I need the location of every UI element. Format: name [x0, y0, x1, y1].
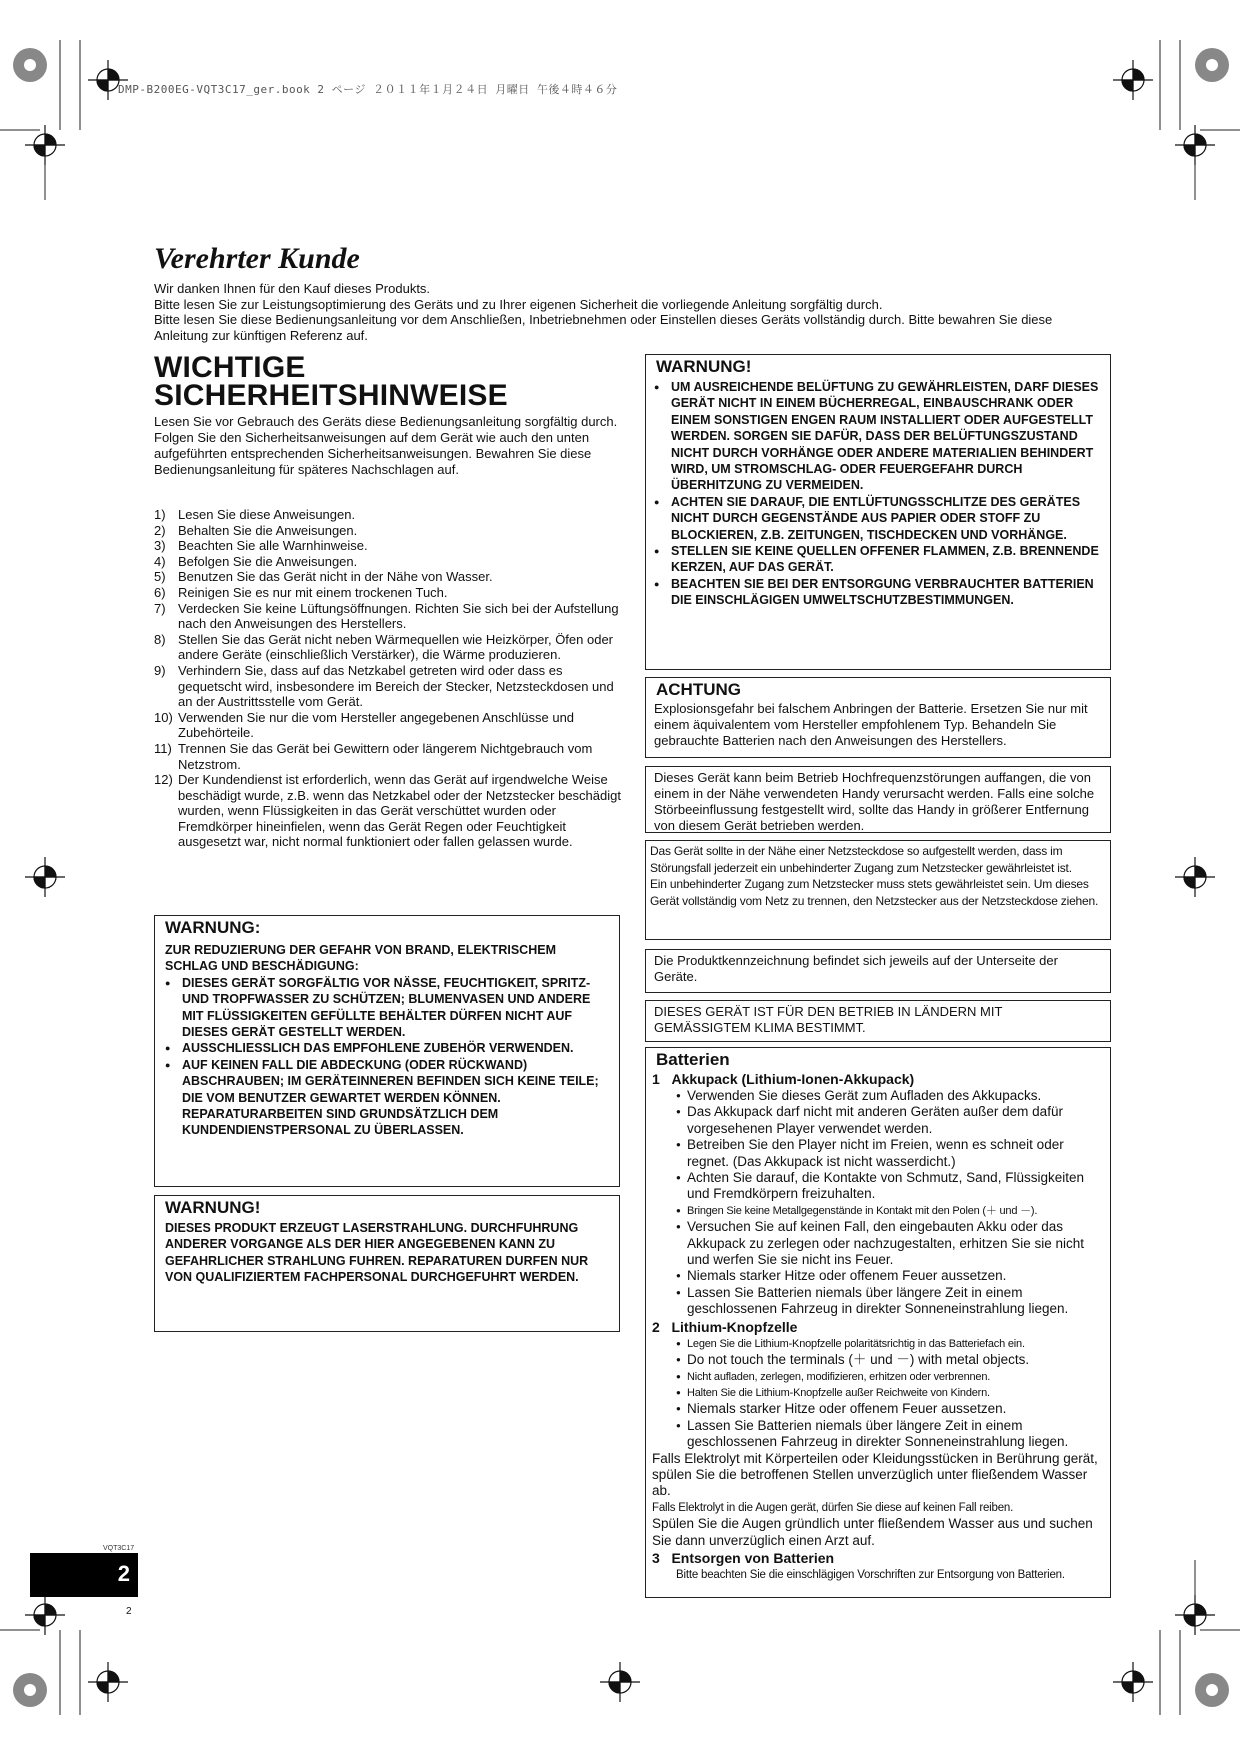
item-text: Verdecken Sie keine Lüftungsöffnungen. Richten Sie sich bei der Aufstellung nach den Anweisungen des Herstellers. — [178, 600, 619, 632]
box-title: ACHTUNG — [656, 680, 741, 699]
item-text: Befolgen Sie die Anweisungen. — [178, 553, 358, 569]
list-item: ● Bringen Sie keine Metallgegenstände in Kontakt mit den Polen (＋ und －). — [676, 1203, 1104, 1219]
list-item: ● Das Akkupack darf nicht mit anderen Geräten außer dem dafür vorgesehenen Player verwendet werden. — [676, 1104, 1104, 1137]
item-text: Lesen Sie diese Anweisungen. — [178, 507, 356, 522]
item-number: 2) — [154, 522, 166, 538]
item-text: Stellen Sie das Gerät nicht neben Wärmequellen wie Heizkörper, Öfen oder andere Geräte (einschließlich Verstärker), die Wärme produzieren. — [178, 631, 614, 663]
list-item: ● Betreiben Sie den Player nicht im Freien, wenn es schneit oder regnet. (Das Akkupack ist nicht wasserdicht.) — [676, 1137, 1104, 1170]
warning-box-fire — [154, 915, 620, 1187]
button-cell-list — [652, 1336, 1104, 1451]
list-item: ● Nicht aufladen, zerlegen, modifizieren, erhitzen oder verbrennen. — [676, 1369, 1104, 1385]
list-item — [154, 710, 624, 741]
note-rf-interference: Dieses Gerät kann beim Betrieb Hochfrequenzstörungen auffangen, die von einem in der Nähe verwendeten Handy verursacht werden. Falls eine solche Störbeeinflussung festgestellt wird, sollte das Handy in größerer Entfernung von diesem Gerät betrieben werden. — [645, 766, 1111, 833]
list-item — [154, 601, 624, 632]
box-title: WARNUNG: — [165, 918, 261, 937]
list-item: ● AUF KEINEN FALL DIE ABDECKUNG (ODER RÜCKWAND) ABSCHRAUBEN; IM GERÄTEINNEREN BEFINDEN SICH KEINE TEILE; DIE VOM BENUTZER GEWARTET WERDEN KÖNNEN. REPARATURARBEITEN SIND GRUNDSÄTZLICH DEM KUNDENDIENSTPERSONAL ZU ÜBERLASSEN. — [165, 1057, 609, 1139]
safety-lead: Lesen Sie vor Gebrauch des Geräts diese Bedienungsanleitung sorgfältig durch. Folgen Sie den Sicherheitsanweisungen auf dem Gerät wie auch den unten aufgeführten entsprechenden Sicherheitsanweisungen. Bewahren Sie diese Bedienungsanleitung für späteres Nachschlagen auf. — [154, 414, 618, 477]
item-text: Benutzen Sie das Gerät nicht in der Nähe von Wasser. — [178, 569, 493, 585]
list-item: ● Lassen Sie Batterien niemals über längere Zeit in einem geschlossenen Fahrzeug in direkter Sonneneinstrahlung liegen. — [676, 1285, 1104, 1318]
item-number: 5) — [154, 569, 166, 585]
list-item: ● Halten Sie die Lithium-Knopfzelle außer Reichweite von Kindern. — [676, 1385, 1104, 1401]
warning-text: DIESES PRODUKT ERZEUGT LASERSTRAHLUNG. DURCHFUHRUNG ANDERER VORGANGE ALS DER HIER ANGEGEBENEN KANN ZU GEFAHRLICHER STRAHLUNG FUHREN. REPARATUREN DURFEN NUR VON QUALIFIZIERTEM FACHPERSONAL DURCHGEFUHRT WERDEN. — [165, 1221, 589, 1285]
list-item: ● Versuchen Sie auf keinen Fall, den eingebauten Akku oder das Akkupack zu zerlegen oder nachzugestalten, erhitzen Sie sie nicht und werfen Sie sie nicht ins Feuer. — [676, 1219, 1104, 1268]
list-item — [154, 741, 624, 772]
warning-text — [155, 938, 619, 1139]
box-title: WARNUNG! — [656, 357, 752, 376]
list-item: ● ACHTEN SIE DARAUF, DIE ENTLÜFTUNGSSCHLITZE DES GERÄTES NICHT DURCH GEGENSTÄNDE AUS PAPIER ODER STOFF ZU BLOCKIEREN, Z.B. ZEITUNGEN, TISCHDECKEN UND VORHÄNGE. — [654, 494, 1100, 543]
list-item: ● DIESES GERÄT SORGFÄLTIG VOR NÄSSE, FEUCHTIGKEIT, SPRITZ- UND TROPFWASSER ZU SCHÜTZEN; BLUMENVASEN UND ANDERE MIT FLÜSSIGKEITEN GEFÜLLTE BEHÄLTER DÜRFEN NICHT AUF DIESES GERÄT GESTELLT WERDEN. — [165, 975, 609, 1041]
battery-section-3 — [652, 1550, 1104, 1566]
item-text: Verwenden Sie nur die vom Hersteller angegebenen Anschlüsse und Zubehörteile. — [178, 709, 575, 741]
section-title: Entsorgen von Batterien — [671, 1549, 835, 1566]
note-paragraph: Ein unbehinderter Zugang zum Netzstecker muss stets gewährleistet sein. Um dieses Gerät vollständig vom Netz zu trennen, den Netzstecker aus der Netzsteckdose ziehen. — [650, 877, 1099, 908]
batteries-box — [645, 1047, 1111, 1598]
item-number: 4) — [154, 553, 166, 569]
list-item — [154, 523, 624, 539]
item-text: Der Kundendienst ist erforderlich, wenn das Gerät auf irgendwelche Weise beschädigt wurde, z.B. wenn das Netzkabel oder der Netzstecker beschädigt wurden, wenn Flüssigkeiten in das Gerät verschüttet wurden oder Fremdkörper hineinfielen, wenn das Gerät Regen oder Feuchtigkeit ausgesetzt war, nicht normal funktioniert oder fallen gelassen wurde. — [178, 772, 621, 850]
section-number: 2 — [652, 1318, 660, 1335]
doc-code: VQT3C17 — [103, 1545, 135, 1552]
item-number: 11) — [154, 740, 172, 756]
item-number: 7) — [154, 600, 166, 616]
disposal-text: Bitte beachten Sie die einschlägigen Vorschriften zur Entsorgung von Batterien. — [676, 1568, 1065, 1581]
intro-text — [154, 281, 1104, 343]
intro-line: Bitte lesen Sie diese Bedienungsanleitung vor dem Anschließen, Inbetriebnehmen oder Einstellen dieses Geräts vollständig durch. Bitte bewahren Sie diese Anleitung zur künftigen Referenz auf. — [154, 312, 1053, 343]
list-item — [154, 569, 624, 585]
page-title: Verehrter Kunde — [154, 242, 360, 275]
item-number: 3) — [154, 538, 166, 554]
item-number: 10) — [154, 709, 173, 725]
item-text: Verhindern Sie, dass auf das Netzkabel getreten wird oder dass es gequetscht wird, insbesondere im Bereich der Stecker, Netzsteckdosen und an der Austrittsstelle vom Gerät. — [178, 662, 614, 710]
page-number-tab: 2 — [30, 1553, 138, 1597]
list-item — [154, 585, 624, 601]
item-text: Beachten Sie alle Warnhinweise. — [178, 538, 368, 554]
list-item: ● Do not touch the terminals (＋ und －) with metal objects. — [676, 1352, 1104, 1368]
list-item — [154, 507, 624, 523]
electrolyte-eyes-rinse: Spülen Sie die Augen gründlich unter fließendem Wasser aus und suchen Sie dann unverzüglich einen Arzt auf. — [652, 1516, 1093, 1548]
item-text: Reinigen Sie es nur mit einem trockenen Tuch. — [178, 584, 448, 600]
section-number: 3 — [652, 1549, 660, 1566]
caution-text: Explosionsgefahr bei falschem Anbringen der Batterie. Ersetzen Sie nur mit einem äquivalentem vom Hersteller empfohlenem Typ. Behandeln Sie gebrauchte Batterien nach den Anweisungen des Herstellers. — [654, 701, 1088, 748]
electrolyte-skin-note: Falls Elektrolyt mit Körperteilen oder Kleidungsstücken in Berührung gerät, spülen Sie die betroffenen Stellen unverzüglich unter fließendem Wasser ab. — [652, 1450, 1098, 1499]
list-item: ● Niemals starker Hitze oder offenem Feuer aussetzen. — [676, 1268, 1104, 1284]
note-mains-socket — [645, 840, 1111, 940]
note-paragraph: Das Gerät sollte in der Nähe einer Netzsteckdose so aufgestellt werden, dass im Störungsfall jederzeit ein unbehinderter Zugang zum Netzstecker gewährleistet ist. — [650, 844, 1072, 875]
section-number: 1 — [652, 1071, 660, 1087]
list-item: ● Verwenden Sie dieses Gerät zum Aufladen des Akkupacks. — [676, 1088, 1104, 1104]
box-title: WARNUNG! — [165, 1198, 261, 1217]
item-number: 8) — [154, 631, 166, 647]
page-number: 2 — [126, 1606, 132, 1617]
list-item — [154, 772, 624, 850]
electrolyte-eyes-note: Falls Elektrolyt in die Augen gerät, dürfen Sie diese auf keinen Fall reiben. — [652, 1501, 1014, 1514]
battery-pack-list — [652, 1088, 1104, 1318]
print-info-line: DMP-B200EG-VQT3C17_ger.book 2 ページ ２０１１年１月２４日 月曜日 午後４時４６分 — [118, 83, 618, 96]
section-title: Lithium-Knopfzelle — [671, 1318, 798, 1335]
item-number: 6) — [154, 584, 166, 600]
safety-heading-line: WICHTIGE — [154, 351, 306, 384]
list-item — [154, 632, 624, 663]
list-item: ● AUSSCHLIESSLICH DAS EMPFOHLENE ZUBEHÖR VERWENDEN. — [165, 1040, 609, 1056]
item-text: Behalten Sie die Anweisungen. — [178, 522, 358, 538]
caution-box — [645, 677, 1111, 758]
battery-section-2 — [652, 1319, 1104, 1335]
list-item — [154, 538, 624, 554]
list-item — [154, 663, 624, 710]
section-title: Akkupack (Lithium-Ionen-Akkupack) — [671, 1071, 915, 1087]
warning-bullets — [165, 975, 609, 1139]
safety-instructions-list — [154, 507, 624, 850]
list-item: ● UM AUSREICHENDE BELÜFTUNG ZU GEWÄHRLEISTEN, DARF DIESES GERÄT NICHT IN EINEM BÜCHERREGAL, EINBAUSCHRANK ODER EINEM SONSTIGEN ENGEN RAUM INSTALLIERT ODER AUFGESTELLT WERDEN. SORGEN SIE DAFÜR, DASS DER BELÜFTUNGSZUSTAND NICHT DURCH VORHÄNGE ODER ANDERE MATERIALIEN BEHINDERT WIRD, UM STROMSCHLAG- ODER FEUERGEFAHR DURCH ÜBERHITZUNG ZU VERMEIDEN. — [654, 379, 1100, 494]
battery-section-1 — [652, 1071, 1104, 1087]
warning-box-ventilation — [645, 354, 1111, 670]
list-item: ● BEACHTEN SIE BEI DER ENTSORGUNG VERBRAUCHTER BATTERIEN DIE EINSCHLÄGIGEN UMWELTSCHUTZBESTIMMUNGEN. — [654, 576, 1100, 609]
warning-box-laser — [154, 1195, 620, 1332]
item-number: 12) — [154, 772, 173, 788]
note-climate: DIESES GERÄT IST FÜR DEN BETRIEB IN LÄNDERN MIT GEMÄSSIGTEM KLIMA BESTIMMT. — [645, 1000, 1111, 1042]
list-item: ● Achten Sie darauf, die Kontakte von Schmutz, Sand, Flüssigkeiten und Fremdkörpern freizuhalten. — [676, 1170, 1104, 1203]
item-number: 1) — [154, 507, 166, 522]
safety-heading-line: SICHERHEITSHINWEISE — [154, 379, 508, 412]
safety-heading — [154, 351, 624, 412]
list-item: ● Niemals starker Hitze oder offenem Feuer aussetzen. — [676, 1401, 1104, 1417]
intro-line: Wir danken Ihnen für den Kauf dieses Produkts. — [154, 281, 431, 296]
list-item: ● Lassen Sie Batterien niemals über längere Zeit in einem geschlossenen Fahrzeug in direkter Sonneneinstrahlung liegen. — [676, 1418, 1104, 1451]
warning-intro: ZUR REDUZIERUNG DER GEFAHR VON BRAND, ELEKTRISCHEM SCHLAG UND BESCHÄDIGUNG: — [165, 943, 556, 974]
intro-line: Bitte lesen Sie zur Leistungsoptimierung des Geräts und zu Ihrer eigenen Sicherheit die vorliegende Anleitung sorgfältig durch. — [154, 296, 883, 312]
list-item — [154, 554, 624, 570]
item-text: Trennen Sie das Gerät bei Gewittern oder längerem Nichtgebrauch vom Netzstrom. — [178, 740, 593, 772]
list-item: ● Legen Sie die Lithium-Knopfzelle polaritätsrichtig in das Batteriefach ein. — [676, 1336, 1104, 1352]
box-title: Batterien — [656, 1050, 730, 1069]
list-item: ● STELLEN SIE KEINE QUELLEN OFFENER FLAMMEN, Z.B. BRENNENDE KERZEN, AUF DAS GERÄT. — [654, 543, 1100, 576]
note-product-label: Die Produktkennzeichnung befindet sich jeweils auf der Unterseite der Geräte. — [645, 949, 1111, 993]
item-number: 9) — [154, 662, 166, 678]
warning-bullets — [646, 377, 1110, 609]
